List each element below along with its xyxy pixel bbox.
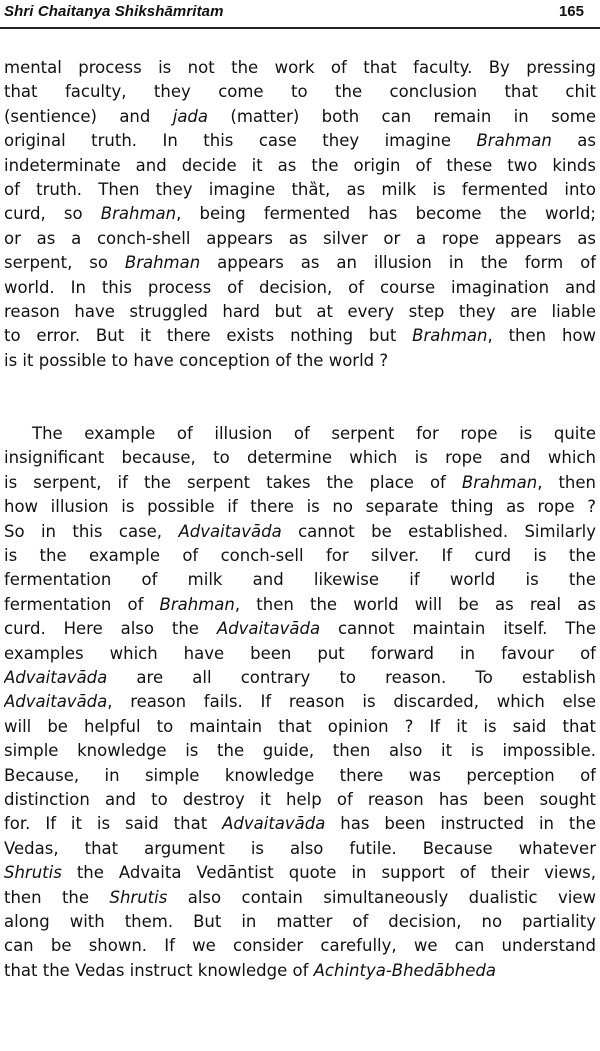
text-line [4, 471, 596, 495]
text-line [4, 544, 596, 568]
paragraph [4, 422, 596, 983]
text-run: along with them. But in matter of decision, no partiality [4, 911, 596, 931]
text-run: is it possible to have conception of the world ? [4, 350, 389, 370]
text-run: Vedas, that argument is also futile. Because whatever [4, 838, 596, 858]
text-run: has been instructed in the [325, 814, 596, 834]
text-line [4, 788, 596, 812]
paragraph-gap [4, 373, 596, 422]
text-run: serpent, so [4, 253, 125, 273]
text-line [4, 568, 596, 592]
text-line [4, 202, 596, 226]
text-line [4, 690, 596, 714]
header-rule [0, 27, 600, 29]
italic-term: Brahman [412, 326, 488, 346]
text-run: to error. But it there exists nothing but [4, 326, 413, 346]
text-run: mental process is not the work of that faculty. By pressing [4, 58, 596, 77]
text-line [4, 837, 596, 861]
text-run: will be helpful to maintain that opinion ? If it is said that [4, 716, 596, 736]
text-run: , then how [487, 326, 596, 346]
text-line [4, 910, 596, 934]
italic-term: Shrutis [109, 887, 168, 907]
text-run: the Advaita Vedāntist quote in support of their views, [61, 863, 596, 883]
text-run: original truth. In this case they imagine [4, 131, 477, 151]
text-run: can be shown. If we consider carefully, we can understand [4, 936, 596, 956]
text-run: fermentation of [4, 594, 160, 614]
text-line [4, 617, 596, 641]
text-line [4, 154, 596, 178]
italic-term: Advaitavāda [4, 667, 108, 687]
text-line [4, 593, 596, 617]
text-line [4, 251, 596, 275]
text-run: that the Vedas instruct knowledge of [4, 960, 314, 980]
text-run: , then the world will be as real as [234, 594, 596, 614]
text-run: Because, in simple knowledge there was perception of [4, 765, 596, 785]
italic-term: Brahman [461, 472, 538, 492]
text-run: fermentation of milk and likewise if world is the [4, 570, 596, 590]
text-run: The example of illusion of serpent for rope is quite [32, 424, 596, 444]
text-line [4, 276, 596, 300]
text-line [4, 129, 596, 153]
text-run: world. In this process of decision, of course imagination and [4, 277, 596, 297]
text-line [4, 349, 596, 373]
text-run: is serpent, if the serpent takes the place of [4, 472, 462, 492]
text-run: , reason fails. If reason is discarded, which else [107, 692, 596, 712]
body-text [4, 56, 596, 983]
italic-term: Brahman [476, 131, 552, 151]
text-line [4, 715, 596, 739]
text-run: then the [4, 887, 110, 907]
text-line [4, 495, 596, 519]
text-run: simple knowledge is the guide, then also it is impossible. [4, 741, 596, 761]
text-run: indeterminate and decide it as the origin of these two kinds [4, 155, 596, 175]
text-run: curd, so [4, 204, 101, 224]
text-line [4, 934, 596, 958]
page-header [0, 0, 600, 30]
text-run: cannot be established. Similarly [281, 521, 596, 541]
text-run: appears as an illusion in the form of [200, 253, 596, 273]
text-run: cannot maintain itself. The [320, 619, 596, 639]
text-line [4, 959, 596, 983]
text-line [4, 886, 596, 910]
text-run: or as a conch-shell appears as silver or a rope appears as [4, 228, 596, 248]
text-line [4, 642, 596, 666]
text-line [4, 422, 596, 446]
page-number: 165 [558, 3, 584, 20]
text-line [4, 861, 596, 885]
text-run: is the example of conch-sell for silver. If curd is the [4, 546, 596, 566]
italic-term: Brahman [124, 253, 201, 273]
text-run: for. If it is said that [4, 814, 223, 834]
text-line [4, 666, 596, 690]
text-run: of truth. Then they imagine thȁt, as milk is fermented into [4, 179, 596, 199]
text-run: curd. Here also the [4, 619, 217, 639]
text-line [4, 178, 596, 202]
text-line [4, 739, 596, 763]
text-run: So in this case, [4, 521, 179, 541]
text-line [4, 105, 596, 129]
text-run: are all contrary to reason. To establish [107, 667, 596, 687]
text-run: distinction and to destroy it help of reason has been sought [4, 789, 596, 809]
text-run: also contain simultaneously dualistic view [167, 887, 596, 907]
text-run: how illusion is possible if there is no separate thing as rope ? [4, 497, 596, 517]
text-run: (sentience) and [4, 106, 173, 126]
text-run: that faculty, they come to the conclusion that chit [4, 82, 596, 102]
text-line [4, 227, 596, 251]
italic-term: jada [172, 106, 209, 126]
italic-term: Brahman [100, 204, 177, 224]
text-run: (matter) both can remain in some [208, 106, 596, 126]
text-line [4, 812, 596, 836]
italic-term: Advaitavāda [178, 521, 282, 541]
text-run: as [551, 131, 596, 151]
italic-term: Advaitavāda [216, 619, 321, 639]
text-line [4, 764, 596, 788]
text-line [4, 56, 596, 80]
italic-term: Advaitavāda [4, 692, 108, 712]
text-run: insignificant because, to determine which is rope and which [4, 448, 596, 468]
text-line [4, 446, 596, 470]
italic-term: Brahman [159, 594, 235, 614]
text-line [4, 520, 596, 544]
text-line [4, 324, 596, 348]
text-line [4, 80, 596, 104]
text-run: , being fermented has become the world; [176, 204, 596, 224]
italic-term: Achintya-Bhedābheda [313, 960, 496, 980]
text-run: examples which have been put forward in favour of [4, 643, 596, 663]
running-title: Shri Chaitanya Shikshāmritam [4, 3, 224, 20]
italic-term: Shrutis [4, 863, 62, 883]
text-line [4, 300, 596, 324]
italic-term: Advaitavāda [222, 814, 326, 834]
text-run: , then [537, 472, 596, 492]
paragraph [4, 56, 596, 373]
text-run: reason have struggled hard but at every step they are liable [4, 301, 596, 321]
